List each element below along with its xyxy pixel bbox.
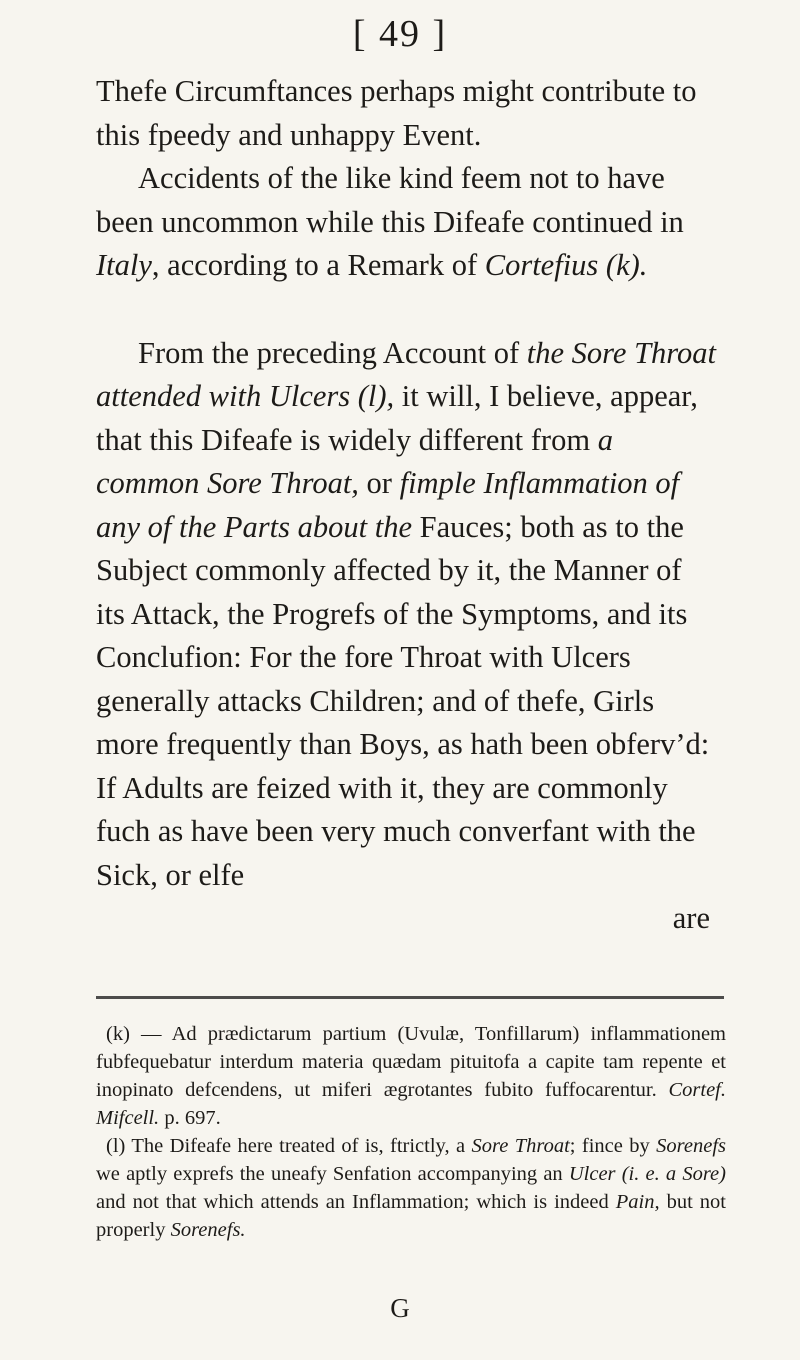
- footnote-l-text-e: but not properly: [96, 1191, 726, 1241]
- footnote-l: [96, 1132, 726, 1244]
- footnotes: [96, 1020, 726, 1244]
- footnote-l-italic-pain: Pain,: [615, 1191, 660, 1213]
- paragraph-3-text: From the preceding Account of: [138, 335, 527, 370]
- catchword: are: [672, 901, 710, 935]
- footnote-k-citation: Cortef. Mifcell.: [96, 1079, 726, 1129]
- footnote-k-text: (k) — Ad prædictarum partium (Uvulæ, Tonfillarum) inflammationem fubfequebatur interdum materia quædam pituitofa a capite tam repente et inopinato defcendens, ut miferi ægrotantes fubito fuffocarentur.: [96, 1023, 726, 1101]
- paragraph-3-text-c: or: [358, 466, 400, 500]
- italic-italy: Italy: [96, 248, 152, 282]
- paragraph-gap: [96, 288, 716, 332]
- signature-mark: G: [390, 1293, 410, 1323]
- footnote-divider: [96, 996, 724, 999]
- italic-common-sore-throat: a common Sore Throat,: [96, 422, 613, 500]
- footnote-l-text-d: and not that which attends an Inflammation; which is indeed: [96, 1191, 616, 1213]
- footnote-l-italic-sore-throat: Sore Throat: [471, 1135, 570, 1157]
- paragraph-3-text-d: Fauces; both as to the Subject commonly affected by it, the Manner of its Attack, the Progrefs of the Symptoms, and its Conclufion: For the fore Throat with Ulcers generally attacks Children; and of thefe, Girls more frequently than Boys, as hath been obferv’d: If Adults are feized with it, they are commonly fuch as have been very much converfant with the Sick, or elfe: [96, 509, 710, 892]
- footnote-l-text: (l) The Difeafe here treated of is, ftrictly, a: [106, 1135, 472, 1157]
- footnote-l-italic-ulcer: Ulcer (i. e. a Sore): [568, 1163, 726, 1185]
- italic-sore-throat: the Sore Throat attended with Ulcers (l),: [96, 335, 716, 413]
- paragraph-2-text: Accidents of the like kind feem not to have been uncommon while this Difeafe continued in: [96, 161, 684, 239]
- paragraph-2-text-b: , according to a Remark of: [151, 248, 485, 282]
- italic-simple-inflammation: fimple Inflammation of any of the Parts about the: [96, 466, 680, 544]
- italic-cortesius: Cortefius (k).: [484, 248, 648, 282]
- footnote-l-text-c: we aptly exprefs the uneafy Senfation accompanying an: [96, 1163, 569, 1185]
- footnote-l-italic-soreness: Sorenefs: [656, 1135, 726, 1157]
- footnote-k-page: p. 697.: [159, 1107, 221, 1129]
- footnote-l-text-b: ; fince by: [569, 1135, 657, 1157]
- paragraph-3: [96, 332, 716, 898]
- page-number: [ 49 ]: [352, 13, 448, 55]
- paragraph-3-text-b: it will, I believe, appear, that this Difeafe is widely different from: [96, 379, 698, 457]
- main-text: [96, 70, 716, 941]
- paragraph-2: [96, 157, 716, 288]
- footnote-l-italic-soreness-2: Sorenefs.: [170, 1219, 246, 1241]
- paragraph-1-text: Thefe Circumftances perhaps might contribute to this fpeedy and unhappy Event.: [96, 74, 697, 152]
- paragraph-1: [96, 70, 716, 157]
- footnote-k: [96, 1020, 726, 1132]
